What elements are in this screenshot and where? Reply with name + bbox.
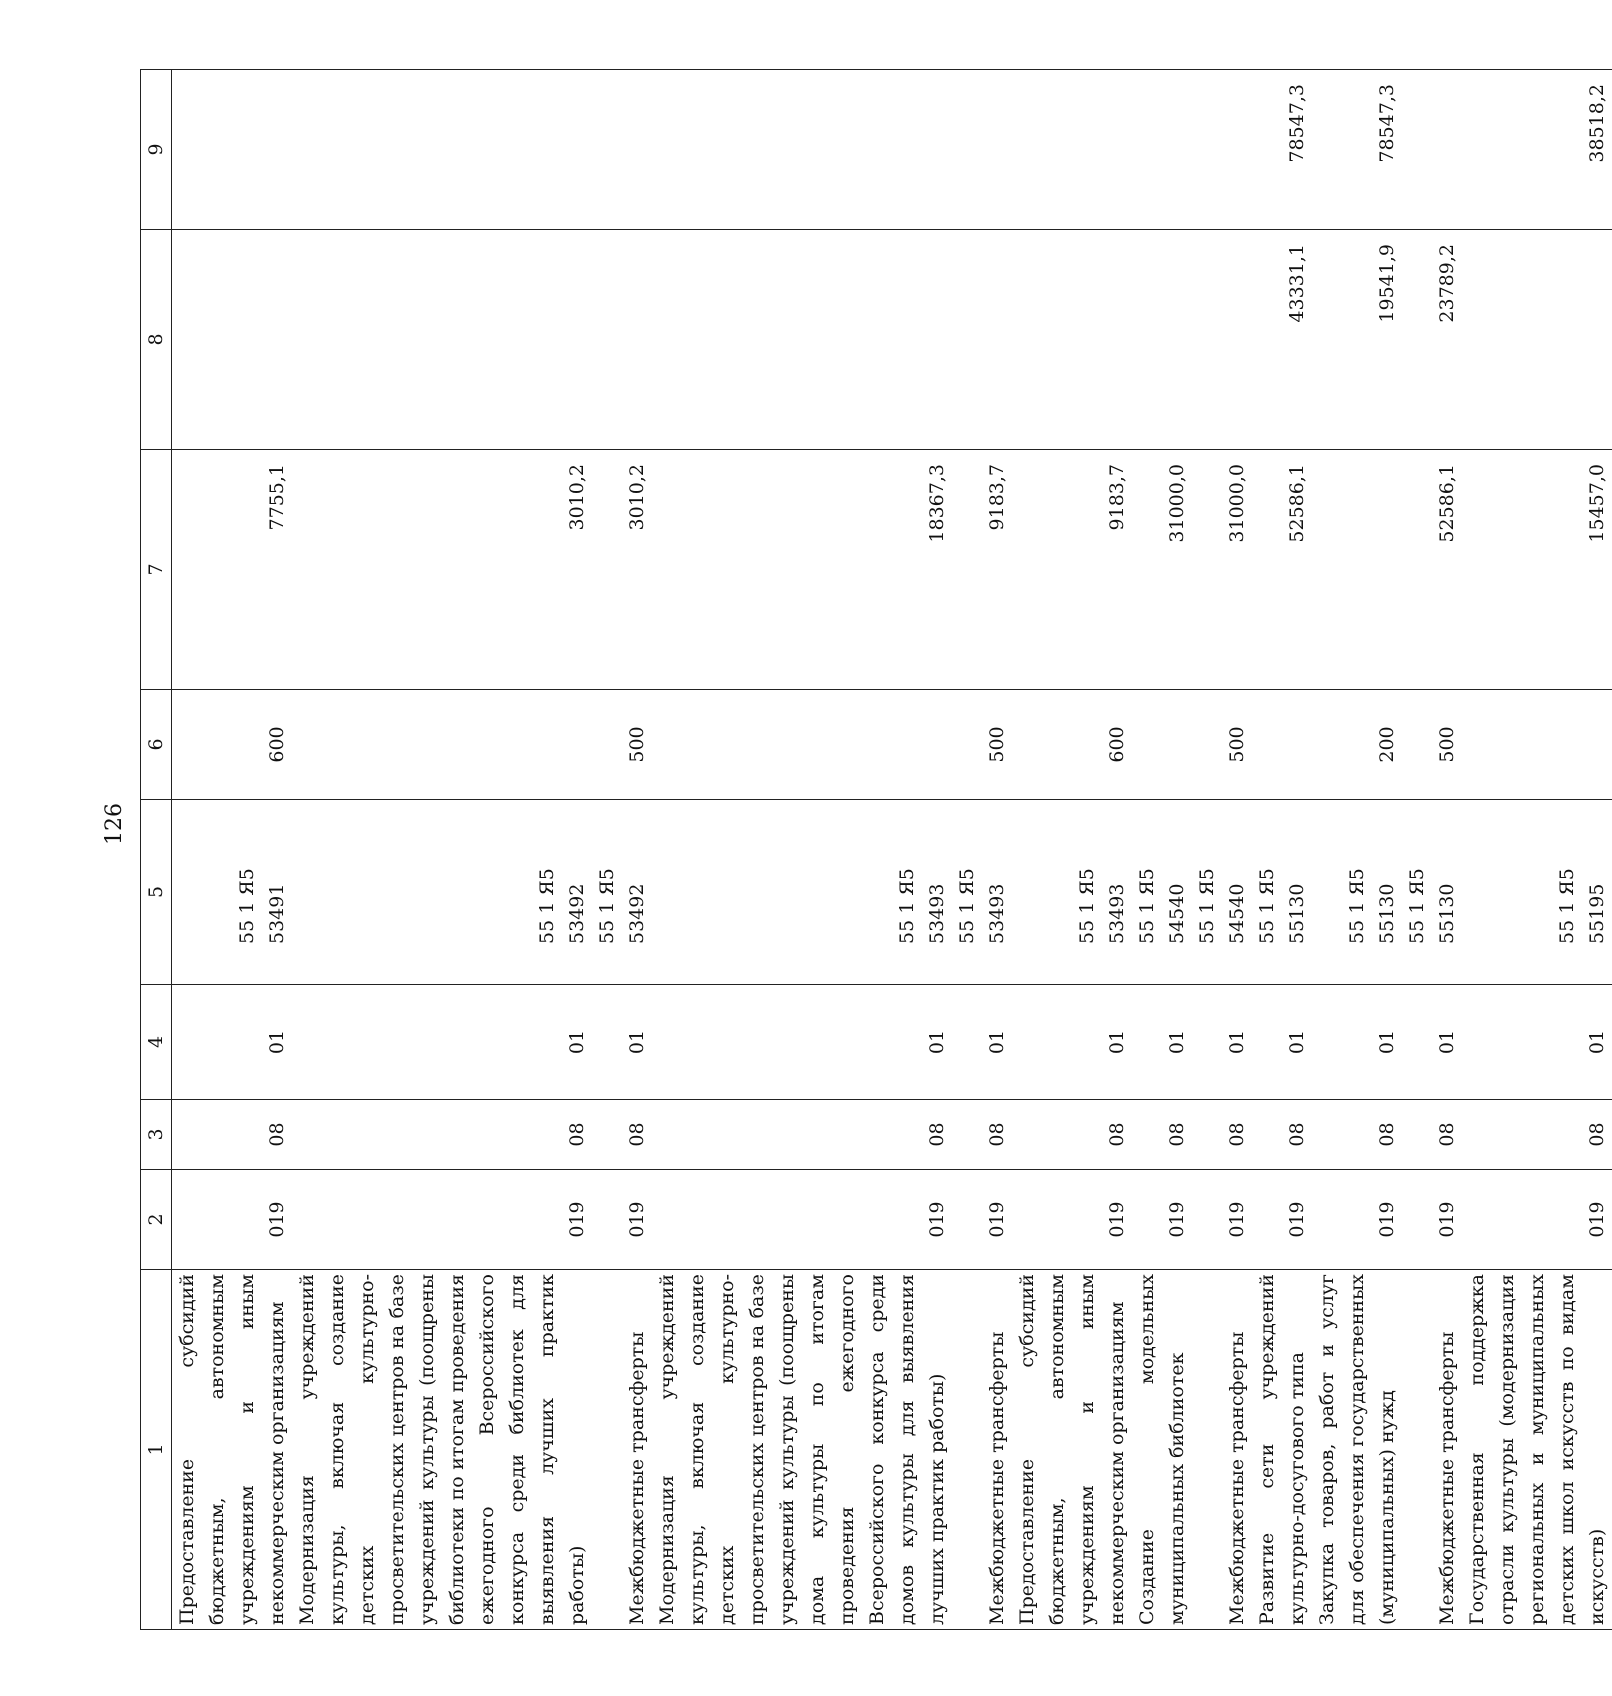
table-row xyxy=(1012,70,1132,1630)
row-section-code: 08 xyxy=(1132,1100,1192,1170)
table-row xyxy=(1462,70,1612,1630)
row-amount-col7: 18367,3 xyxy=(652,450,952,690)
row-amount-col7: 52586,1 xyxy=(1402,450,1462,690)
row-section-code: 08 xyxy=(1192,1100,1252,1170)
row-amount-col9 xyxy=(1192,70,1252,230)
budget-table xyxy=(140,69,1612,1630)
row-name: Модернизация учреждений культуры, включая создание детских культурно-просветительских центров на базе учреждений культуры (поощрены дома культуры по итогам проведения ежегодного Всероссийского конкурса среди домов культуры для выявления лучших практик работы) xyxy=(652,1270,952,1630)
row-expense-type xyxy=(652,690,952,800)
table-row xyxy=(1252,70,1312,1630)
row-section-code: 08 xyxy=(1252,1100,1312,1170)
row-target-article: 55 1 Я5 55130 xyxy=(1402,800,1462,985)
row-amount-col7: 3010,2 xyxy=(592,450,652,690)
row-expense-type: 500 xyxy=(1402,690,1462,800)
table-row xyxy=(1192,70,1252,1630)
row-amount-col9 xyxy=(1402,70,1462,230)
row-name: Создание модельных муниципальных библиотек xyxy=(1132,1270,1192,1630)
row-ministry-code: 019 xyxy=(172,1170,293,1270)
row-name: Государственная поддержка отрасли культуры (модернизация региональных и муниципальных детских школ искусств по видам искусств) xyxy=(1462,1270,1612,1630)
row-expense-type xyxy=(292,690,592,800)
row-ministry-code: 019 xyxy=(1312,1170,1402,1270)
row-amount-col8 xyxy=(652,230,952,450)
header-col-3: 3 xyxy=(141,1100,172,1170)
header-col-4: 4 xyxy=(141,985,172,1100)
row-name: Развитие сети учреждений культурно-досугового типа xyxy=(1252,1270,1312,1630)
row-target-article: 55 1 Я5 53492 xyxy=(592,800,652,985)
row-subsection-code: 01 xyxy=(1012,985,1132,1100)
table-row xyxy=(592,70,652,1630)
header-col-2: 2 xyxy=(141,1170,172,1270)
row-target-article: 55 1 Я5 53493 xyxy=(952,800,1012,985)
row-amount-col9: 78547,3 xyxy=(1252,70,1312,230)
row-ministry-code: 019 xyxy=(1252,1170,1312,1270)
header-col-6: 6 xyxy=(141,690,172,800)
row-name: Предоставление субсидий бюджетным, автономным учреждениям и иным некоммерческим организациям xyxy=(172,1270,293,1630)
row-ministry-code: 019 xyxy=(952,1170,1012,1270)
row-subsection-code: 01 xyxy=(1312,985,1402,1100)
row-amount-col9 xyxy=(1132,70,1192,230)
row-amount-col8 xyxy=(1012,230,1132,450)
row-section-code: 08 xyxy=(172,1100,293,1170)
row-expense-type: 500 xyxy=(1192,690,1252,800)
header-col-9: 9 xyxy=(141,70,172,230)
row-expense-type: 500 xyxy=(952,690,1012,800)
row-amount-col7: 7755,1 xyxy=(172,450,293,690)
row-subsection-code: 01 xyxy=(1462,985,1612,1100)
row-amount-col9 xyxy=(292,70,592,230)
row-name: Межбюджетные трансферты xyxy=(952,1270,1012,1630)
row-section-code: 08 xyxy=(292,1100,592,1170)
row-ministry-code: 019 xyxy=(1402,1170,1462,1270)
row-amount-col9 xyxy=(1012,70,1132,230)
row-target-article: 55 1 Я5 54540 xyxy=(1132,800,1192,985)
table-row xyxy=(1312,70,1402,1630)
row-ministry-code: 019 xyxy=(592,1170,652,1270)
row-subsection-code: 01 xyxy=(952,985,1012,1100)
row-subsection-code: 01 xyxy=(1132,985,1192,1100)
row-amount-col8 xyxy=(172,230,293,450)
row-section-code: 08 xyxy=(1012,1100,1132,1170)
header-col-7: 7 xyxy=(141,450,172,690)
row-subsection-code: 01 xyxy=(1402,985,1462,1100)
row-name: Закупка товаров, работ и услуг для обеспечения государственных (муниципальных) нужд xyxy=(1312,1270,1402,1630)
row-target-article: 55 1 Я5 55130 xyxy=(1312,800,1402,985)
row-amount-col9: 38518,2 xyxy=(1462,70,1612,230)
row-target-article: 55 1 Я5 53491 xyxy=(172,800,293,985)
row-ministry-code: 019 xyxy=(1132,1170,1192,1270)
table-row xyxy=(1402,70,1462,1630)
row-expense-type: 200 xyxy=(1312,690,1402,800)
row-subsection-code: 01 xyxy=(652,985,952,1100)
table-row xyxy=(172,70,293,1630)
row-section-code: 08 xyxy=(1402,1100,1462,1170)
row-ministry-code: 019 xyxy=(652,1170,952,1270)
row-amount-col7: 31000,0 xyxy=(1132,450,1192,690)
row-name: Модернизация учреждений культуры, включая создание детских культурно-просветительских центров на базе учреждений культуры (поощрены библиотеки по итогам проведения ежегодного Всероссийского конкурса среди библиотек для выявления лучших практик работы) xyxy=(292,1270,592,1630)
row-subsection-code: 01 xyxy=(172,985,293,1100)
row-amount-col9 xyxy=(652,70,952,230)
row-expense-type: 500 xyxy=(592,690,652,800)
row-subsection-code: 01 xyxy=(592,985,652,1100)
row-ministry-code: 019 xyxy=(1192,1170,1252,1270)
row-name: Межбюджетные трансферты xyxy=(1192,1270,1252,1630)
row-amount-col8 xyxy=(1132,230,1192,450)
row-amount-col8 xyxy=(592,230,652,450)
row-amount-col8 xyxy=(1462,230,1612,450)
row-target-article: 55 1 Я5 54540 xyxy=(1192,800,1252,985)
row-expense-type: 600 xyxy=(1012,690,1132,800)
header-col-1: 1 xyxy=(141,1270,172,1630)
row-amount-col9: 78547,3 xyxy=(1312,70,1402,230)
row-section-code: 08 xyxy=(1462,1100,1612,1170)
row-ministry-code: 019 xyxy=(292,1170,592,1270)
row-amount-col7: 9183,7 xyxy=(1012,450,1132,690)
row-amount-col7 xyxy=(1312,450,1402,690)
header-row xyxy=(141,70,172,1630)
row-section-code: 08 xyxy=(592,1100,652,1170)
row-expense-type xyxy=(1462,690,1612,800)
row-expense-type: 600 xyxy=(172,690,293,800)
row-name: Межбюджетные трансферты xyxy=(1402,1270,1462,1630)
row-expense-type xyxy=(1252,690,1312,800)
table-row xyxy=(1132,70,1192,1630)
row-amount-col8 xyxy=(952,230,1012,450)
row-ministry-code: 019 xyxy=(1462,1170,1612,1270)
row-ministry-code: 019 xyxy=(1012,1170,1132,1270)
row-subsection-code: 01 xyxy=(1192,985,1252,1100)
row-section-code: 08 xyxy=(652,1100,952,1170)
row-name: Межбюджетные трансферты xyxy=(592,1270,652,1630)
row-amount-col8: 43331,1 xyxy=(1252,230,1312,450)
row-target-article: 55 1 Я5 53493 xyxy=(652,800,952,985)
row-amount-col8: 19541,9 xyxy=(1312,230,1402,450)
row-amount-col7: 9183,7 xyxy=(952,450,1012,690)
row-amount-col8: 23789,2 xyxy=(1402,230,1462,450)
row-section-code: 08 xyxy=(952,1100,1012,1170)
row-subsection-code: 01 xyxy=(1252,985,1312,1100)
table-body xyxy=(172,70,1612,1630)
header-col-8: 8 xyxy=(141,230,172,450)
row-target-article: 55 1 Я5 55130 xyxy=(1252,800,1312,985)
budget-table-page xyxy=(140,70,1608,1630)
row-amount-col7: 52586,1 xyxy=(1252,450,1312,690)
row-subsection-code: 01 xyxy=(292,985,592,1100)
row-amount-col9 xyxy=(172,70,293,230)
row-target-article: 55 1 Я5 53492 xyxy=(292,800,592,985)
row-section-code: 08 xyxy=(1312,1100,1402,1170)
row-amount-col7: 31000,0 xyxy=(1192,450,1252,690)
row-amount-col7: 15457,0 xyxy=(1462,450,1612,690)
page-number: 126 xyxy=(102,803,127,845)
row-amount-col8 xyxy=(1192,230,1252,450)
row-amount-col9 xyxy=(952,70,1012,230)
row-target-article: 55 1 Я5 53493 xyxy=(1012,800,1132,985)
row-expense-type xyxy=(1132,690,1192,800)
table-header xyxy=(141,70,172,1630)
header-col-5: 5 xyxy=(141,800,172,985)
table-row xyxy=(292,70,592,1630)
row-amount-col7: 3010,2 xyxy=(292,450,592,690)
row-amount-col8 xyxy=(292,230,592,450)
row-target-article: 55 1 Я5 55195 xyxy=(1462,800,1612,985)
table-row xyxy=(652,70,952,1630)
row-amount-col9 xyxy=(592,70,652,230)
table-row xyxy=(952,70,1012,1630)
row-name: Предоставление субсидий бюджетным, автономным учреждениям и иным некоммерческим организациям xyxy=(1012,1270,1132,1630)
